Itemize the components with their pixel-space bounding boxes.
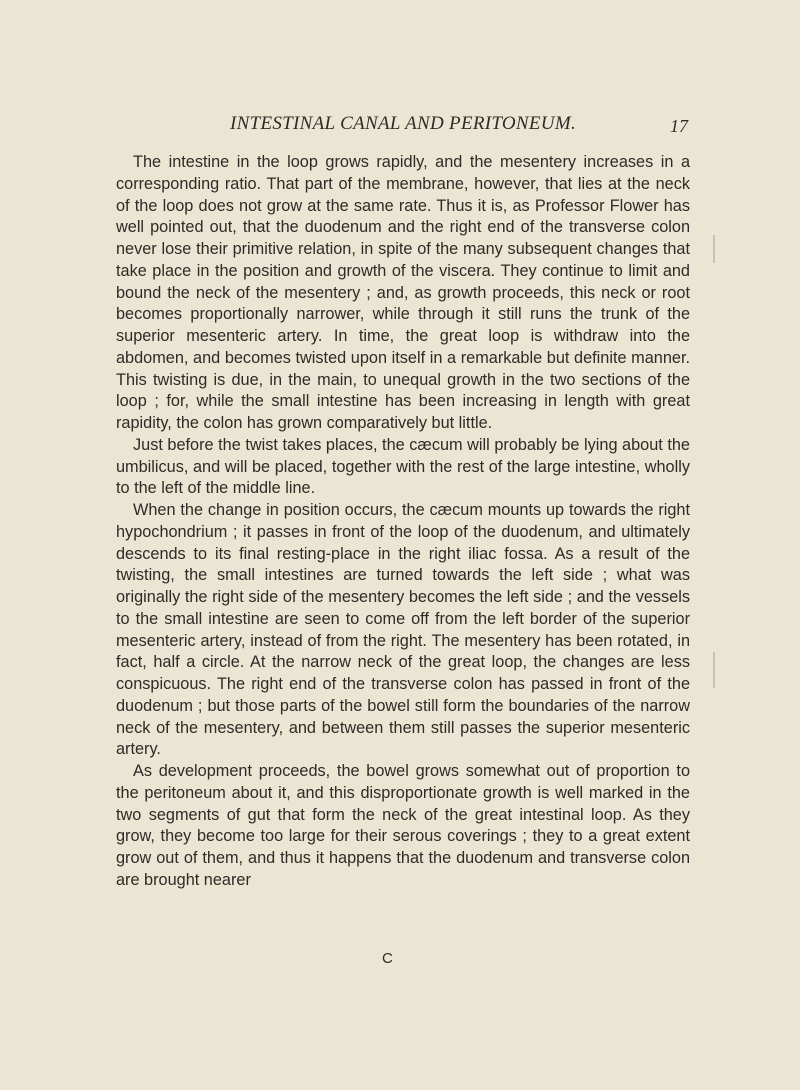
signature-mark: C: [382, 950, 393, 967]
paragraph: The intestine in the loop grows rapidly, and the mesentery increases in a corresponding ratio. That part of the membrane, however, that lies at the neck of the loop does not grow at the same rate. Thus it is, as Professor Flower has well pointed out, that the duodenum and the right end of the transverse colon never lose their primitive relation, in spite of the many subsequent changes that take place in the position and growth of the viscera. They continue to limit and bound the neck of the mesentery ; and, as growth proceeds, this neck or root becomes proportionally narrower, while through it still runs the trunk of the superior mesenteric artery. In time, the great loop is withdraw into the abdomen, and becomes twisted upon itself in a remarkable but definite manner. This twisting is due, in the main, to unequal growth in the two sections of the loop ; for, while the small intestine has been increasing in length with great rapidity, the colon has grown comparatively but little.: [116, 153, 690, 432]
body-text: [116, 152, 690, 892]
running-head: [118, 113, 688, 143]
margin-mark: [713, 235, 715, 263]
page-number: 17: [670, 116, 688, 136]
paragraph: When the change in position occurs, the cæcum mounts up towards the right hypochondrium ; it passes in front of the loop of the duodenum, and ultimately descends to its final resting-place in the right iliac fossa. As a result of the twisting, the small intestines are turned towards the left side ; what was originally the right side of the mesentery becomes the left side ; and the vessels to the small intestine are seen to come off from the left border of the superior mesenteric artery, instead of from the right. The mesentery has been rotated, in fact, half a circle. At the narrow neck of the great loop, the changes are less conspicuous. The right end of the transverse colon has passed in front of the duodenum ; but those parts of the bowel still form the boundaries of the narrow neck of the mesentery, and between them still passes the superior mesenteric artery.: [116, 501, 690, 759]
paragraph: Just before the twist takes places, the cæcum will probably be lying about the umbilicus, and will be placed, together with the rest of the large intestine, wholly to the left of the middle line.: [116, 435, 690, 498]
running-title: INTESTINAL CANAL AND PERITONEUM.: [229, 113, 577, 134]
paragraph: As development proceeds, the bowel grows somewhat out of proportion to the peritoneum about it, and this disproportionate growth is well marked in the two segments of gut that form the neck of the great intestinal loop. As they grow, they become too large for their serous coverings ; they to a great extent grow out of them, and thus it happens that the duodenum and transverse colon are brought nearer: [116, 762, 690, 889]
margin-mark: [713, 652, 715, 688]
